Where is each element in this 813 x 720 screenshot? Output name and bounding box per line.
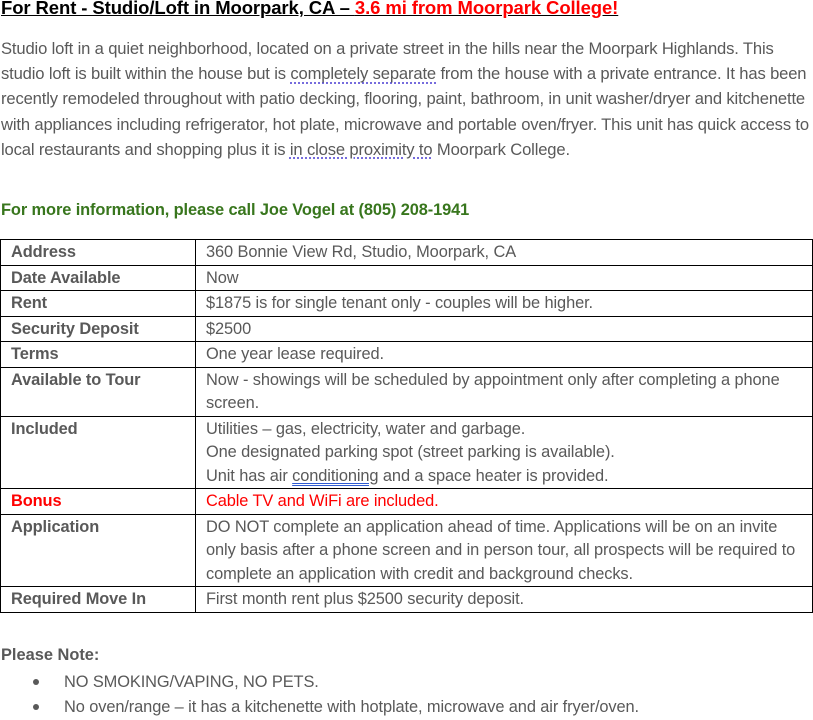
grammar-flag-completely-separate[interactable]: completely separate: [290, 64, 436, 84]
list-item: [0, 695, 639, 720]
bullet-icon: [33, 679, 39, 685]
grammar-flag-conditioning[interactable]: conditioning: [292, 466, 379, 485]
row-value: 360 Bonnie View Rd, Studio, Moorpark, CA: [196, 240, 813, 266]
row-label: Application: [1, 514, 196, 587]
intro-text-1: Studio loft in a quiet neighborhood, located on a private street in the hills near the Moorpark Highlands. This studio loft is built within the house but is: [1, 39, 774, 84]
contact-line: For more information, please call Joe Vogel at (805) 208-1941: [1, 201, 470, 219]
listing-details-table: [0, 239, 813, 613]
included-climate: [206, 465, 802, 489]
row-value: One year lease required.: [196, 342, 813, 368]
included-climate-pre: Unit has air: [206, 466, 293, 485]
included-utilities: Utilities – gas, electricity, water and garbage.: [206, 419, 526, 438]
table-row-terms: [1, 342, 813, 368]
row-value: Now - showings will be scheduled by appointment only after completing a phone screen.: [196, 367, 813, 416]
intro-text-3: Moorpark College.: [432, 139, 570, 159]
row-value: DO NOT complete an application ahead of time. Applications will be on an invite only basis after a phone screen and in person tour, all prospects will be required to complete an application with credit and background checks.: [196, 514, 813, 587]
table-row-available-to-tour: [1, 367, 813, 416]
row-label: Available to Tour: [1, 367, 196, 416]
note-text: No oven/range – it has a kitchenette with hotplate, microwave and air fryer/oven.: [64, 698, 639, 716]
notes-list: [0, 670, 639, 720]
table-row-rent: [1, 291, 813, 317]
grammar-flag-close-proximity[interactable]: in close proximity to: [289, 139, 433, 159]
table-row-date-available: [1, 265, 813, 291]
listing-title: [1, 0, 618, 19]
row-label: Date Available: [1, 265, 196, 291]
table-row-bonus: [1, 489, 813, 515]
row-value: $2500: [196, 316, 813, 342]
row-label: Terms: [1, 342, 196, 368]
row-value: [196, 416, 813, 489]
table-row-required-move-in: [1, 587, 813, 613]
table-row-address: [1, 240, 813, 266]
included-parking: One designated parking spot (street parking is available).: [206, 443, 615, 461]
title-main: For Rent - Studio/Loft in Moorpark, CA –: [1, 0, 355, 18]
included-climate-post: and a space heater is provided.: [378, 466, 609, 485]
table-row-security-deposit: [1, 316, 813, 342]
row-value: Now: [196, 265, 813, 291]
row-value: First month rent plus $2500 security deposit.: [196, 587, 813, 613]
intro-paragraph: [1, 36, 811, 162]
please-note-heading: Please Note:: [1, 646, 100, 664]
row-label: Included: [1, 416, 196, 489]
row-label: Address: [1, 240, 196, 266]
title-distance-highlight: 3.6 mi from Moorpark College!: [354, 0, 619, 18]
intro-text-2: from the house with a private entrance. It has been recently remodeled throughout with patio decking, flooring, paint, bathroom, in unit washer/dryer and kitchenette with appliances including refrigerator, hot plate, microwave and portable oven/fryer. This unit has quick access to local restaurants and shopping plus it is: [1, 64, 809, 159]
row-label: Required Move In: [1, 587, 196, 613]
note-text: NO SMOKING/VAPING, NO PETS.: [64, 673, 319, 691]
list-item: [0, 670, 639, 695]
row-label: Bonus: [1, 489, 196, 515]
table-row-application: [1, 514, 813, 587]
row-label: Rent: [1, 291, 196, 317]
table-row-included: [1, 416, 813, 489]
bullet-icon: [33, 704, 39, 710]
row-value: $1875 is for single tenant only - couples will be higher.: [196, 291, 813, 317]
row-label: Security Deposit: [1, 316, 196, 342]
row-value: Cable TV and WiFi are included.: [196, 489, 813, 515]
